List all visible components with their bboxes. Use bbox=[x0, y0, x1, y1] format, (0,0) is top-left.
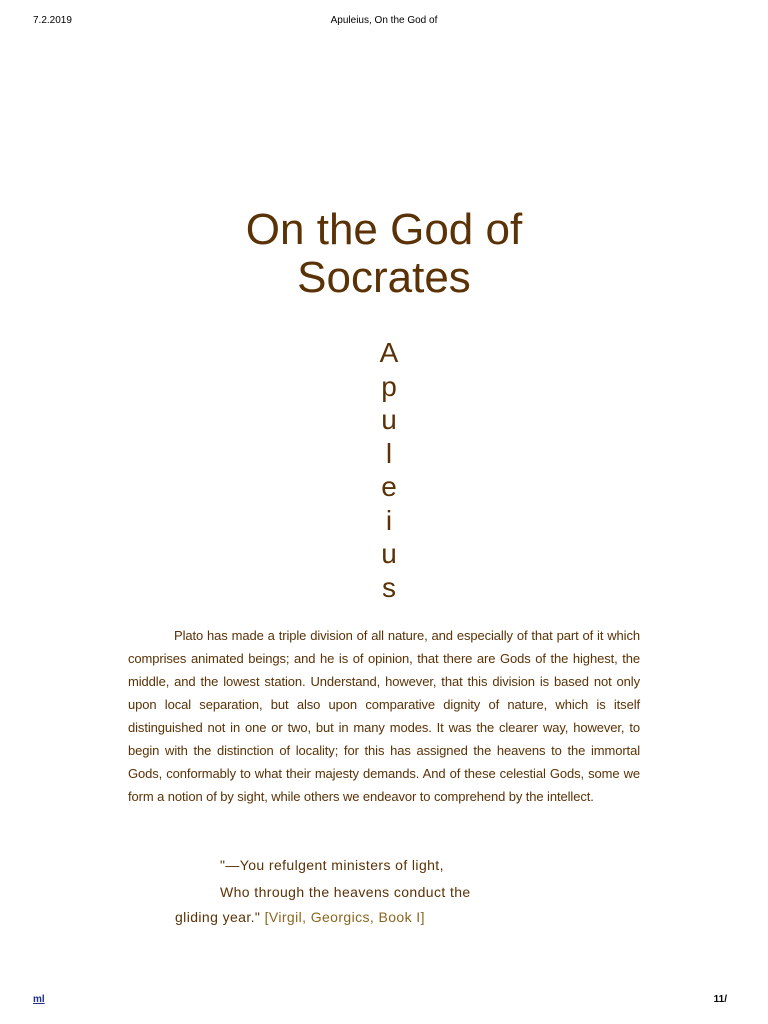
footer-url-link[interactable]: ml bbox=[33, 994, 45, 1005]
header-date: 7.2.2019 bbox=[33, 15, 72, 26]
author-letter: u bbox=[381, 538, 397, 569]
header-title: Apuleius, On the God of bbox=[330, 15, 438, 26]
author-letter: p bbox=[381, 370, 397, 402]
author-name-vertical bbox=[364, 336, 414, 604]
author-letter: e bbox=[381, 471, 397, 502]
body-paragraph: Plato has made a triple division of all nature, and especially of that part of it which comprises animated beings; and he is of opinion, that there are Gods of the highest, the middle, and the lowest station. Understand, however, that this division is based not only upon local separation, but also upon comparative dignity of nature, which is itself distinguished not in one or two, but in many modes. It was the clearer way, however, to begin with the distinction of locality; for this has assigned the heavens to the immortal Gods, conformably to what their majesty demands. And of these celestial Gods, some we form a notion of by sight, while others we endeavor to comprehend by the intellect. bbox=[128, 628, 640, 804]
title-line-2: Socrates bbox=[297, 253, 471, 302]
quote-line-1: "—You refulgent ministers of light, bbox=[220, 857, 444, 873]
author-letter: s bbox=[382, 571, 396, 603]
title-line-1: On the God of bbox=[245, 205, 523, 254]
document-title bbox=[0, 206, 768, 302]
quote-line-3 bbox=[175, 909, 425, 925]
author-letter: u bbox=[381, 404, 397, 435]
author-letter: A bbox=[379, 337, 399, 368]
quote-citation: [Virgil, Georgics, Book I] bbox=[264, 909, 425, 925]
quote-line-2: Who through the heavens conduct the bbox=[220, 884, 471, 900]
footer-page-number: 11/ bbox=[713, 994, 727, 1005]
author-letter: i bbox=[385, 504, 393, 536]
quote-line-3-text: gliding year." bbox=[175, 909, 265, 925]
author-letter: l bbox=[385, 437, 393, 469]
